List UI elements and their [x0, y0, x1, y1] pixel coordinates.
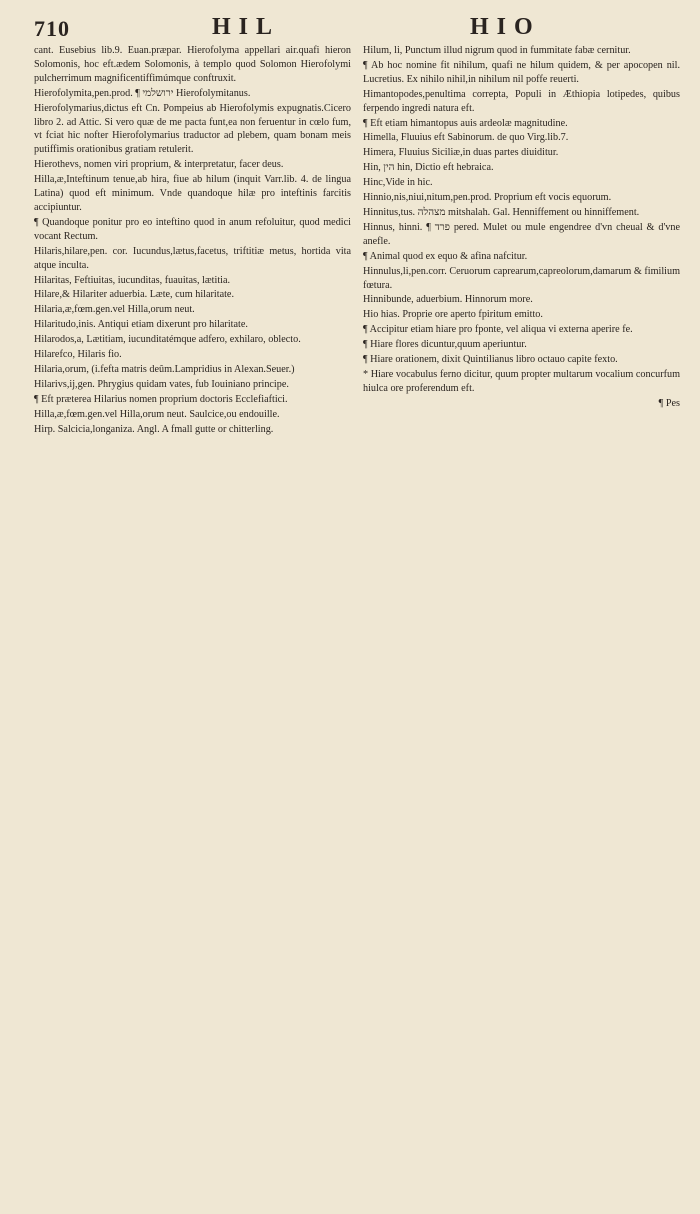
entry: ¶ Accipitur etiam hiare pro fponte, vel aliqua vi externa aperire fe.: [363, 324, 633, 336]
entry: Hilarivs,ij,gen. Phrygius quidam vates, fub Iouiniano principe.: [34, 378, 289, 390]
entry: Hilaritudo,inis. Antiqui etiam dixerunt pro hilaritate.: [34, 319, 248, 331]
entry: Hirp. Salcicia,longaniza. Angl. A fmall gutte or chitterling.: [34, 423, 274, 435]
entry: Hilarodos,a, Lætitiam, iucunditatémque adfero, exhilaro, oblecto.: [34, 334, 301, 346]
entry: Hierothevs, nomen viri proprium, & interpretatur, facer deus.: [34, 159, 284, 171]
entry: Hilaris,hilare,pen. cor. Iucundus,lætus,facetus, triftitiæ metus, hortida vita atque inculta.: [34, 245, 351, 271]
entry: Hierofolymita,pen.prod. ¶ ירושלמי Hierofolymitanus.: [34, 87, 251, 99]
entry: Hinnibunde, aduerbium. Hinnorum more.: [363, 294, 533, 306]
entry: ¶ Ab hoc nomine fit nihilum, quafi ne hilum quidem, & per apocopen nil. Lucretius. Ex nihilo nihil,in nihilum nil poffe reuerti.: [363, 59, 680, 85]
entry: Himella, Fluuius eft Sabinorum. de quo Virg.lib.7.: [363, 132, 569, 144]
entry: Hilaritas, Feftiuitas, iucunditas, fuauitas, lætitia.: [34, 274, 231, 286]
entry: Hilla,æ,Inteftinum tenue,ab hira, fiue ab hilum (inquit Varr.lib. 4. de lingua Latina) quod eft minimum. Vnde quandoque hilæ pro inteftinis farcitis accipiuntur.: [34, 174, 351, 213]
entry: Hinnus, hinni. ¶ פרד pered. Mulet ou mule engendree d'vn cheual & d'vne anefle.: [363, 221, 680, 247]
entry: Hilla,æ,fœm.gen.vel Hilla,orum neut. Saulcice,ou endouille.: [34, 408, 280, 420]
entry: Hin, הין hin, Dictio eft hebraica.: [363, 162, 494, 174]
entry: Hinnitus,tus. מצהלה mitshalah. Gal. Henniffement ou hinniffement.: [363, 206, 640, 218]
entry: ¶ Animal quod ex equo & afina nafcitur.: [363, 250, 528, 262]
page-number: 710: [34, 16, 70, 41]
entry: Himera, Fluuius Siciliæ,in duas partes diuiditur.: [363, 147, 559, 159]
entry: ¶ Hiare flores dicuntur,quum aperiuntur.: [363, 339, 527, 351]
entry: ¶ Hiare orationem, dixit Quintilianus libro octauo capite fexto.: [363, 354, 618, 366]
right-running-title: HIO: [470, 14, 541, 40]
entry: Hinnio,nis,niui,nitum,pen.prod. Proprium eft vocis equorum.: [363, 192, 612, 204]
left-running-title: HIL: [212, 14, 281, 40]
entry: Hinnulus,li,pen.corr. Ceruorum caprearum,capreolorum,damarum & fimilium fœtura.: [363, 265, 680, 291]
left-column: [34, 44, 351, 1194]
entry: ¶ Quandoque ponitur pro eo inteftino quod in anum refoluitur, quod medici vocant Rectum.: [34, 216, 351, 242]
entry: Hilaria,æ,fœm.gen.vel Hilla,orum neut.: [34, 304, 195, 316]
entry: cant. Eusebius lib.9. Euan.præpar. Hierofolyma appellari air.quafi hieron Solomonis, hoc eft.ædem Solomonis, à templo quod Solomon Hierofolymi pulcherrimum magnificentiffimúmque conftruxit.: [34, 45, 351, 84]
entry: * Hiare vocabulus ferno dicitur, quum propter multarum vocalium concurfum hiulca ore proferendum eft.: [363, 368, 680, 394]
entry: Hinc,Vide in hic.: [363, 177, 433, 189]
entry: Hilare,& Hilariter aduerbia. Læte, cum hilaritate.: [34, 289, 234, 301]
entry: Hilarefco, Hilaris fio.: [34, 349, 122, 361]
entry: ¶ Eft præterea Hilarius nomen proprium doctoris Ecclefiaftici.: [34, 393, 288, 405]
running-header: [34, 10, 680, 44]
entry: ¶ Pes: [658, 397, 680, 409]
entry: ¶ Eft etiam himantopus auis ardeolæ magnitudine.: [363, 117, 568, 129]
entry: Hio hias. Proprie ore aperto fpiritum emitto.: [363, 309, 543, 321]
entry: Hilaria,orum, (i.fefta matris deûm.Lampridius in Alexan.Seuer.): [34, 363, 295, 375]
entry: Hierofolymarius,dictus eft Cn. Pompeius ab Hierofolymis expugnatis.Cicero libro 2. ad Attic. Si vero quæ de me pacta funt,ea non feruentur in cœlo fum, vt fciat hic nofter Hierofolymarius traductor ad plebem, quam bonam meis putiffimis orationibus gratiam retulerit.: [34, 102, 351, 156]
right-column: [363, 44, 680, 1194]
entry: Hilum, li, Punctum illud nigrum quod in fummitate fabæ cernitur.: [363, 45, 631, 56]
entry: Himantopodes,penultima correpta, Populi in Æthiopia lotipedes, quibus ferpendo ingredi natura eft.: [363, 88, 680, 114]
